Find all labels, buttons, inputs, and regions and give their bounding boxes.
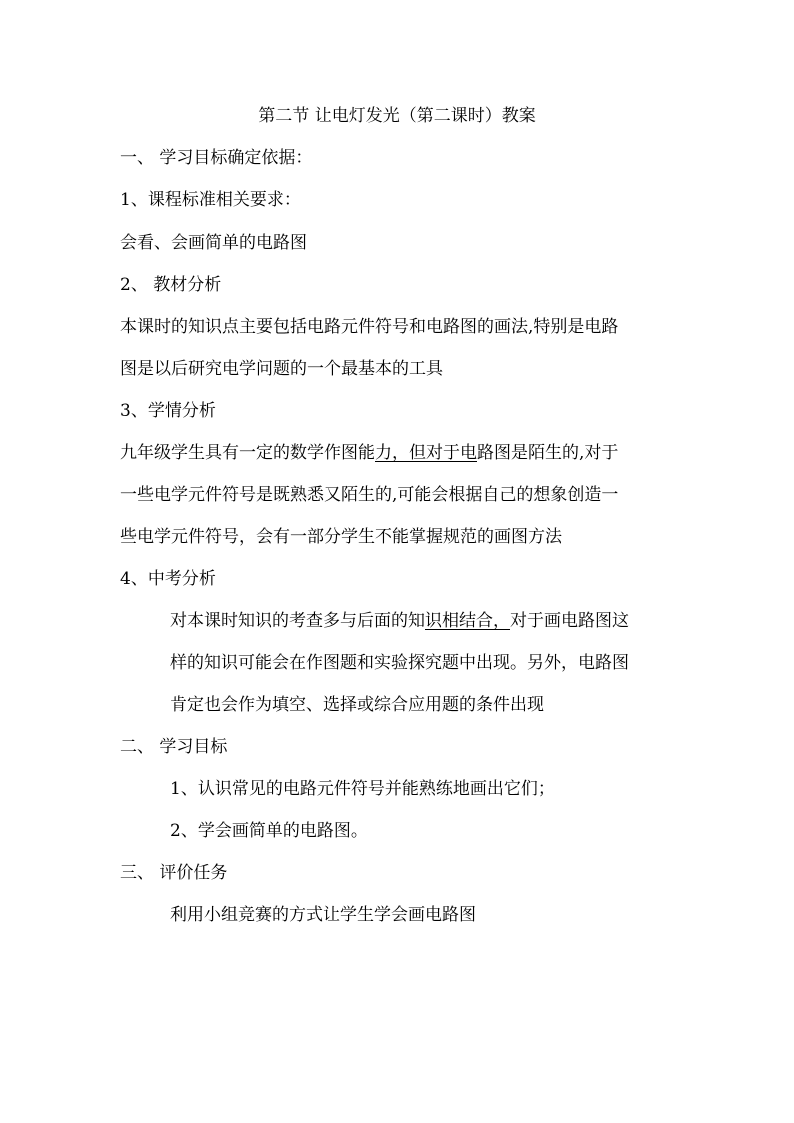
section-2-item-1: 1、认识常见的电路元件符号并能熟练地画出它们； — [170, 779, 555, 799]
text-run: 对本课时知识的考查多与后面的知 — [170, 611, 425, 631]
section-1-2-heading: 2、 教材分析 — [120, 275, 222, 295]
section-2-heading: 二、 学习目标 — [120, 737, 228, 757]
underlined-text-run: 力，但对于电 — [375, 443, 477, 463]
section-3-text: 利用小组竞赛的方式让学生学会画电路图 — [170, 905, 476, 925]
document-title: 第二节 让电灯发光（第二课时）教案 — [258, 106, 536, 126]
section-1-4-text-line-2: 样的知识可能会在作图题和实验探究题中出现。另外，电路图 — [170, 653, 629, 673]
section-1-4-text-line-1 — [170, 607, 629, 635]
text-run: 对于画电路图这 — [510, 611, 629, 631]
section-1-heading: 一、 学习目标确定依据： — [120, 148, 313, 168]
section-1-2-text-line-1: 本课时的知识点主要包括电路元件符号和电路图的画法,特别是电路 — [120, 317, 619, 337]
section-1-3-text-line-1 — [120, 439, 618, 467]
text-run: 九年级学生具有一定的数学作图能 — [120, 443, 375, 463]
section-1-1-heading: 1、课程标准相关要求： — [120, 190, 301, 210]
section-1-2-text-line-2: 图是以后研究电学问题的一个最基本的工具 — [120, 359, 443, 379]
underlined-text-run: 识相结合， — [425, 611, 510, 631]
section-1-4-heading: 4、中考分析 — [120, 569, 216, 589]
section-1-3-text-line-3: 些电学元件符号，会有一部分学生不能掌握规范的画图方法 — [120, 527, 562, 547]
section-1-4-text-line-3: 肯定也会作为填空、选择或综合应用题的条件出现 — [170, 695, 544, 715]
section-1-3-text-line-2: 一些电学元件符号是既熟悉又陌生的,可能会根据自己的想象创造一 — [120, 485, 619, 505]
section-1-1-text: 会看、会画简单的电路图 — [120, 233, 307, 253]
text-run: 路图是陌生的,对于 — [477, 443, 619, 463]
section-1-3-heading: 3、学情分析 — [120, 401, 216, 421]
section-2-item-2: 2、学会画简单的电路图。 — [170, 821, 368, 841]
section-3-heading: 三、 评价任务 — [120, 863, 228, 883]
